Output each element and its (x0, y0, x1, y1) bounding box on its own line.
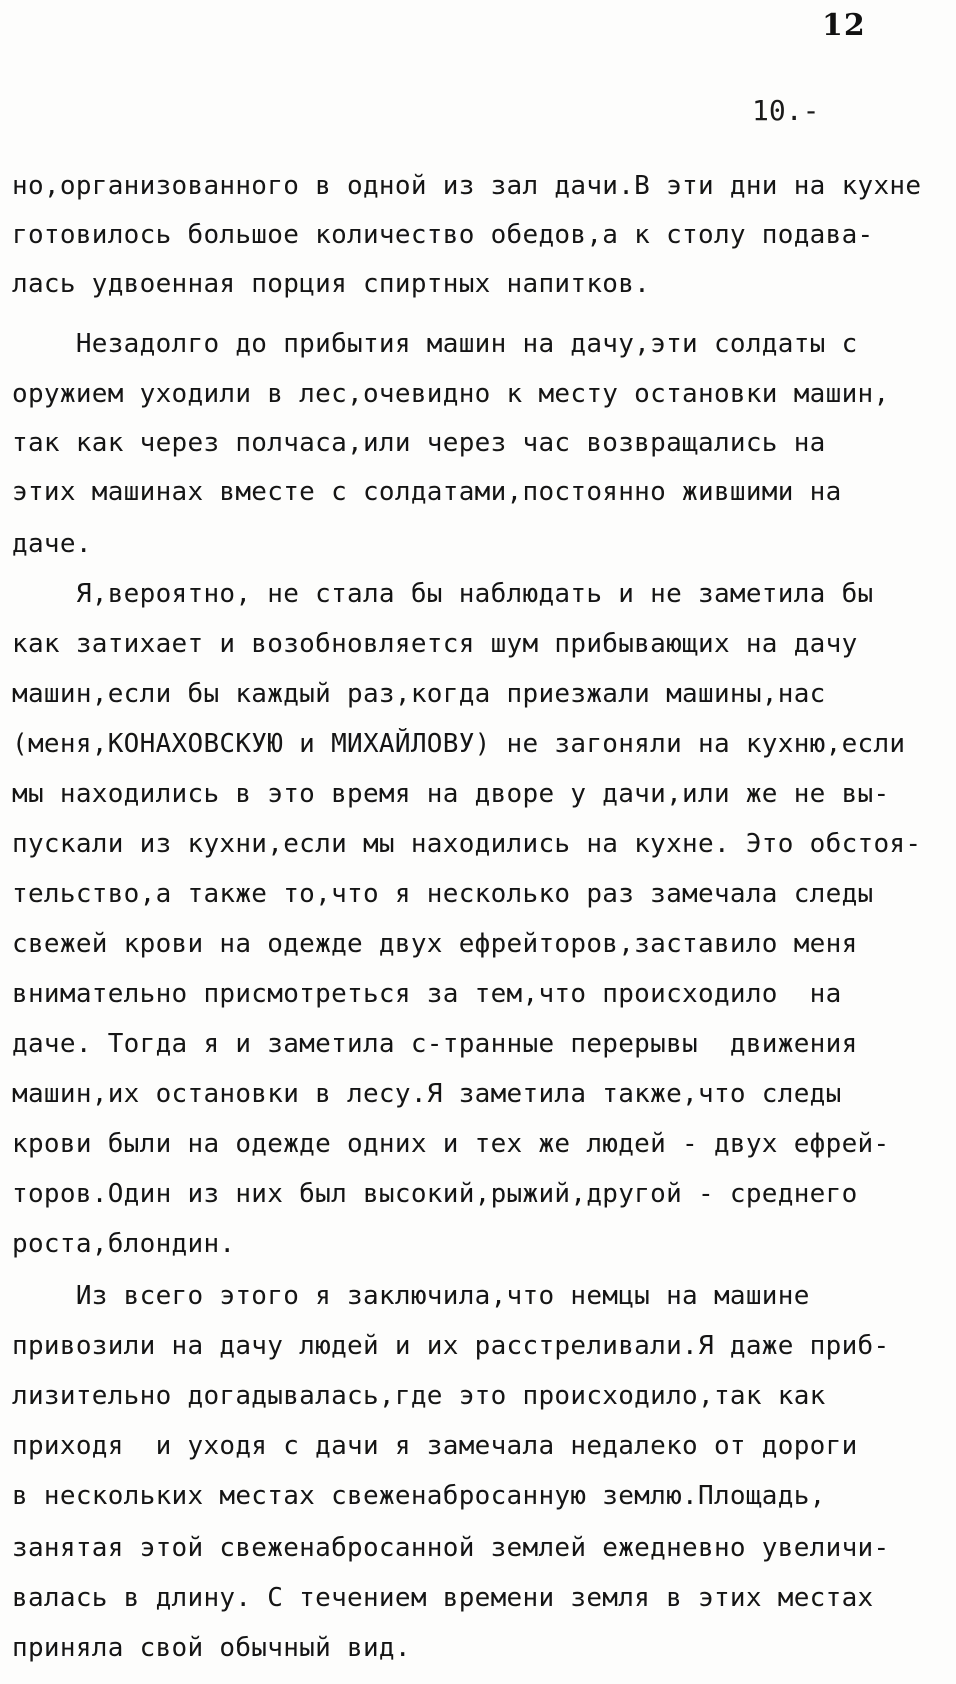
text-line: занятая этой свеженабросанной землей ежедневно увеличи- (12, 1533, 890, 1563)
text-line: свежей крови на одежде двух ефрейторов,заставило меня (12, 929, 858, 959)
text-line: как затихает и возобновляется шум прибывающих на дачу (12, 629, 858, 659)
text-line: (меня,КОНАХОВСКУЮ и МИХАЙЛОВУ) не загоняли на кухню,если (12, 729, 906, 759)
page-number: 10.- (752, 94, 820, 127)
text-line: крови были на одежде одних и тех же людей - двух ефрей- (12, 1129, 890, 1159)
text-line: лизительно догадывалась,где это происходило,так как (12, 1381, 826, 1411)
text-line: мы находились в это время на дворе у дачи,или же не вы- (12, 779, 890, 809)
text-line: так как через полчаса,или через час возвращались на (12, 428, 826, 458)
text-line: приняла свой обычный вид. (12, 1633, 411, 1663)
archive-page-number: 12 (822, 8, 866, 43)
text-line: но,организованного в одной из зал дачи.В эти дни на кухне (12, 171, 922, 201)
text-line: лась удвоенная порция спиртных напитков. (12, 269, 651, 299)
text-line: машин,если бы каждый раз,когда приезжали машины,нас (12, 679, 826, 709)
text-line: внимательно присмотреться за тем,что происходило на (12, 979, 842, 1009)
text-line: Из всего этого я заключила,что немцы на машине (12, 1281, 810, 1311)
text-line: привозили на дачу людей и их расстреливали.Я даже приб- (12, 1331, 890, 1361)
text-line: даче. Тогда я и заметила с-транные перерывы движения (12, 1029, 858, 1059)
text-line: этих машинах вместе с солдатами,постоянно жившими на (12, 477, 842, 507)
text-line: приходя и уходя с дачи я замечала недалеко от дороги (12, 1431, 858, 1461)
text-line: машин,их остановки в лесу.Я заметила также,что следы (12, 1079, 842, 1109)
text-line: готовилось большое количество обедов,а к столу подава- (12, 220, 874, 250)
text-line: роста,блондин. (12, 1229, 236, 1259)
text-line: торов.Один из них был высокий,рыжий,другой - среднего (12, 1179, 858, 1209)
text-line: валась в длину. С течением времени земля в этих местах (12, 1583, 874, 1613)
text-line: пускали из кухни,если мы находились на кухне. Это обстоя- (12, 829, 922, 859)
text-line: в нескольких местах свеженабросанную землю.Площадь, (12, 1481, 826, 1511)
text-line: тельство,а также то,что я несколько раз замечала следы (12, 879, 874, 909)
text-line: даче. (12, 529, 92, 559)
text-line: оружием уходили в лес,очевидно к месту остановки машин, (12, 379, 890, 409)
text-line: Я,вероятно, не стала бы наблюдать и не заметила бы (12, 579, 874, 609)
text-line: Незадолго до прибытия машин на дачу,эти солдаты с (12, 329, 858, 359)
